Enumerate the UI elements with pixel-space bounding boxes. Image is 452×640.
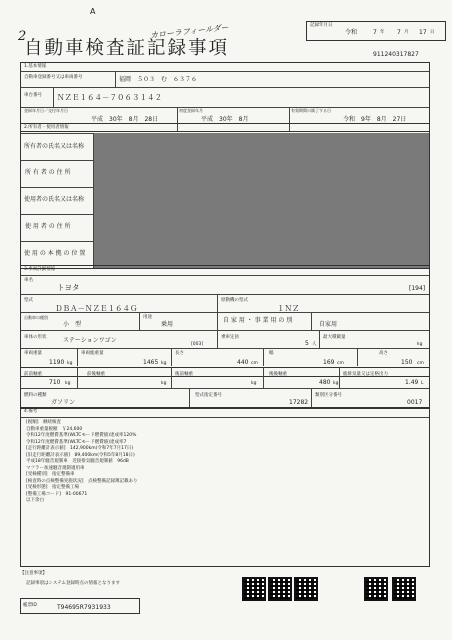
handwritten-model-name: カローラフィールダー [149, 22, 230, 41]
expiry-label: 有効期間の満了する日 [291, 108, 331, 113]
record-date-year-unit: 年 [380, 30, 385, 35]
form-id-label: 帳票ID [23, 603, 37, 608]
handwritten-number: 2 [18, 29, 27, 44]
engine-value: １ＮＺ [277, 304, 300, 313]
page-title: 自動車検査証記録事項 [24, 38, 230, 59]
record-date-year: 7 [373, 29, 377, 36]
remark-line: [受検形態] 指定整備工場 [26, 485, 80, 490]
record-date-day: 17 [419, 29, 427, 36]
form-id-value: T94695R7931933 [57, 604, 111, 611]
section-vehicle-details [20, 265, 430, 377]
maker-label: 車名 [24, 278, 33, 283]
remark-line: 自動車重量税額 ￥24,600 [26, 426, 83, 432]
type-number-value: 17282 [289, 399, 309, 406]
body-label: 車体の形状 [24, 335, 47, 340]
document-number: 911240317827 [373, 51, 419, 58]
first-year-label: 初度登録年月 [179, 108, 203, 113]
fuel-value: ガソリン [51, 399, 76, 406]
qr-code-4 [364, 577, 388, 601]
remark-line: 令和12年度燃費基準(WLTCモード燃費値)達成率7 [26, 439, 127, 445]
reg-number-label: 自動車登録番号又は車両番号 [24, 75, 83, 80]
width-value: 169 [323, 359, 335, 366]
kind-value: 小 型 [63, 321, 82, 328]
front-axle-label: 前前軸重 [24, 372, 42, 377]
maker-code: [194] [409, 285, 426, 292]
remark-line: [検査時の点検整備実施状況] 点検整備記録簿記載あり [26, 478, 138, 484]
record-date-day-unit: 日 [430, 30, 435, 35]
base-location-label: 使 用 の 本 拠 の 位 置 [24, 250, 86, 257]
use-value: 乗用 [161, 321, 174, 328]
remark-line: [税額] 継続検査 [26, 420, 62, 425]
height-label: 高さ [379, 351, 388, 356]
capacity-value: 5 [305, 340, 309, 347]
section-axle-fuel [20, 367, 430, 409]
front-axle-unit: kg [65, 381, 71, 386]
displacement-unit: L [421, 381, 424, 386]
qr-code-1 [242, 577, 266, 601]
remark-line: [受検種別] 指定整備車 [26, 472, 75, 477]
front-rear-axle-label: 前後軸重 [87, 372, 105, 377]
remark-line: [走行距離計表示値] 142,900km(令和7年7月17日) [26, 446, 134, 451]
class-number-label: 類別区分番号 [315, 393, 342, 398]
form-id-box [20, 598, 140, 614]
model-value: ＤＢＡ－ＮＺＥ１６４Ｇ [55, 304, 138, 313]
length-unit: cm [251, 361, 258, 366]
section-owner-user [20, 123, 430, 269]
weight-unit: kg [67, 361, 73, 366]
model-label: 型式 [24, 298, 33, 303]
remark-line: マフラー加速騒音規制適用車 [26, 465, 85, 471]
rear-axle-unit: kg [333, 381, 339, 386]
first-reg-value: 平成 30年 8月 28日 [91, 116, 159, 123]
gross-label: 車両総重量 [81, 351, 104, 356]
first-year-value: 平成 30年 8月 [201, 116, 249, 123]
remark-line: 令和12年度燃費基準(WLTCモード燃費値)達成率120% [26, 433, 137, 438]
section1-header: 1.基本情報 [24, 64, 47, 69]
rear-front-axle-unit: kg [251, 381, 257, 386]
fuel-label: 燃料の種類 [24, 393, 47, 398]
qr-code-5 [392, 577, 416, 601]
rear-axle-label: 後後軸重 [269, 372, 287, 377]
section2-header: 2.所有者・使用者情報 [24, 125, 69, 130]
record-date-box [306, 21, 446, 41]
length-value: 440 [237, 359, 249, 366]
kind-label: 自動車の種別 [24, 315, 48, 320]
owner-name-label: 所有者の氏名又は名称 [24, 143, 85, 150]
rear-front-axle-label: 後前軸重 [175, 372, 193, 377]
first-reg-label: 登録年月日／交付年月日 [24, 108, 68, 113]
capacity-label: 乗車定員 [221, 335, 239, 340]
width-label: 幅 [269, 351, 274, 356]
max-load-label: 最大積載量 [323, 335, 346, 340]
record-date-month-unit: 月 [404, 30, 409, 35]
user-name-label: 使用者の氏名又は名称 [24, 196, 85, 203]
owner-address-label: 所 有 者 の 住 所 [25, 169, 71, 176]
length-label: 長さ [175, 351, 184, 356]
maker-value: トヨタ [57, 283, 80, 292]
remark-line: [旧走行距離計表示値] 89,400km(令和5年8月18日) [26, 452, 135, 458]
purpose-value: 自家用 [319, 321, 338, 328]
chassis-label: 車台番号 [24, 93, 42, 98]
displacement-value: 1.49 [405, 379, 419, 386]
section-basic-info [20, 62, 430, 132]
record-date-era: 令和 [345, 29, 358, 36]
section3-header: 3.車両詳細情報 [24, 267, 56, 272]
remark-line: [整備工場コード] 91-00671 [26, 491, 88, 497]
height-unit: cm [417, 361, 424, 366]
remark-line: 平成18年騒音規制車 近接排気騒音規制値 96dB [26, 459, 129, 464]
chassis-value: ＮＺＥ１６４－７０６３１４２ [57, 93, 162, 102]
section4-header: 4.備考 [24, 409, 38, 414]
type-number-label: 型式指定番号 [195, 393, 222, 398]
record-date-label: 記録年月日 [310, 23, 333, 28]
body-value: ステーションワゴン [63, 337, 117, 344]
reg-number-value: 福岡 ５０３ む ６３７６ [119, 76, 198, 83]
remarks-list [26, 421, 406, 506]
expiry-value: 令和 9年 8月 27日 [343, 116, 407, 123]
gross-unit: kg [161, 361, 167, 366]
class-number-value: 0017 [407, 399, 423, 406]
notes-text: 記録事項はシステム登録時点の情報となります [26, 581, 121, 586]
body-code: [003] [191, 342, 204, 347]
remark-line: 以下余白 [26, 498, 44, 503]
weight-label: 車両重量 [24, 351, 42, 356]
capacity-unit: 人 [312, 342, 317, 347]
engine-label: 原動機の型式 [221, 298, 248, 303]
use-label: 用途 [143, 315, 152, 320]
purpose-label: 自 家 用 ・ 事 業 用 の 別 [223, 317, 293, 324]
qr-code-3 [294, 577, 318, 601]
front-rear-axle-unit: kg [161, 381, 167, 386]
rear-axle-value: 480 [319, 379, 331, 386]
user-address-label: 使 用 者 の 住 所 [25, 223, 71, 230]
top-letter: A [90, 7, 96, 16]
width-unit: cm [337, 361, 344, 366]
weight-value: 1190 [49, 359, 65, 366]
height-value: 150 [401, 359, 413, 366]
max-load-unit: kg [417, 342, 423, 347]
section-remarks [20, 407, 430, 567]
notes-header: 【注意事項】 [20, 571, 47, 576]
qr-code-2 [268, 577, 292, 601]
front-axle-value: 710 [49, 379, 61, 386]
displacement-label: 総排気量又は定格出力 [343, 372, 388, 377]
gross-value: 1465 [143, 359, 159, 366]
redacted-area [94, 133, 429, 268]
record-date-month: 7 [397, 29, 401, 36]
